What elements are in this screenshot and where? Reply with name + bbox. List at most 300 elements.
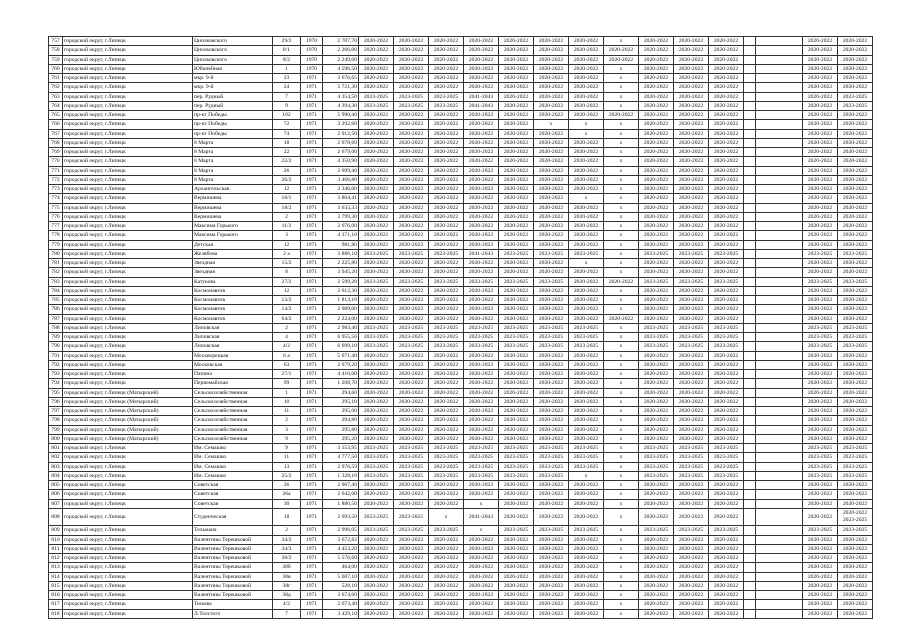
table-cell: 64/2 xyxy=(273,314,301,323)
table-cell: 1971 xyxy=(301,434,323,443)
table-cell: 2020-2022 xyxy=(499,581,534,590)
table-cell: 981,80 xyxy=(323,240,359,249)
table-cell: x xyxy=(604,572,639,581)
table-cell: 2020-2022 xyxy=(464,148,499,157)
table-cell: 2020-2022 xyxy=(394,240,429,249)
table-cell: 2023-2025 xyxy=(464,323,499,332)
table-cell xyxy=(744,138,756,147)
table-cell: 2020-2022 xyxy=(359,185,394,194)
table-cell: 2020-2022 xyxy=(569,111,604,120)
table-cell: 1 813,10 xyxy=(323,296,359,305)
table-cell: городской округ, г.Липецк xyxy=(63,175,193,184)
table-cell: 2020-2022 xyxy=(709,591,744,600)
table-cell: 2020-2022 xyxy=(803,581,838,590)
table-cell: 2020-2022 xyxy=(803,138,838,147)
table-cell: 2020-2022 xyxy=(639,157,674,166)
table-cell xyxy=(756,407,803,416)
table-cell: 1971 xyxy=(301,111,323,120)
table-cell: 2020-2022 xyxy=(429,83,464,92)
table-cell: 3 466,80 xyxy=(323,175,359,184)
table-cell xyxy=(756,286,803,295)
table-cell: 2020-2022 xyxy=(359,166,394,175)
table-cell: 2020-2022 xyxy=(639,83,674,92)
table-row xyxy=(49,434,873,443)
table-cell: городской округ, г.Липецк (Матырский) xyxy=(63,407,193,416)
table-cell: 2020-2022 xyxy=(709,425,744,434)
table-cell: 2020-2022 xyxy=(534,175,569,184)
table-cell: Первомайская xyxy=(193,379,273,388)
table-cell: городской округ, г.Липецк xyxy=(63,148,193,157)
table-cell: 2020-2022 xyxy=(803,111,838,120)
table-cell: 2 а xyxy=(273,249,301,258)
table-row xyxy=(49,222,873,231)
table-cell: 2023-2025 xyxy=(569,249,604,258)
table-cell: 2020-2022 xyxy=(464,157,499,166)
table-cell: 2020-2022 xyxy=(464,55,499,64)
table-cell: 2020-2022 xyxy=(569,370,604,379)
table-cell: 1971 xyxy=(301,185,323,194)
table-cell xyxy=(744,129,756,138)
table-cell: 5 576,60 xyxy=(323,554,359,563)
table-cell: 782 xyxy=(49,268,63,277)
table-cell: 2 693,50 xyxy=(323,508,359,526)
table-cell: 2020-2022 xyxy=(838,203,873,212)
table-cell: 2023-2025 xyxy=(429,471,464,480)
table-cell: 2020-2022 xyxy=(569,240,604,249)
table-cell: 789 xyxy=(49,333,63,342)
table-cell: 2020-2022 xyxy=(534,434,569,443)
table-cell: 2020-2022 xyxy=(534,83,569,92)
table-cell xyxy=(756,175,803,184)
table-row xyxy=(49,425,873,434)
table-cell: 1971 xyxy=(301,101,323,110)
table-cell: 2020-2022 xyxy=(569,397,604,406)
table-cell: 1971 xyxy=(301,342,323,351)
table-cell: 2020-2022 xyxy=(709,314,744,323)
table-cell: 2023-2025 xyxy=(359,277,394,286)
table-cell: 2020-2022 xyxy=(394,490,429,499)
table-cell: x xyxy=(604,83,639,92)
table-cell: 2020-2022 xyxy=(569,203,604,212)
table-cell: x xyxy=(604,185,639,194)
table-cell: 27/1 xyxy=(273,370,301,379)
table-cell: 2020-2022 xyxy=(639,434,674,443)
table-cell: 2020-2022 xyxy=(709,286,744,295)
table-cell: 1971 xyxy=(301,416,323,425)
table-cell: 2020-2022 xyxy=(359,535,394,544)
table-cell: 2020-2022 xyxy=(709,305,744,314)
table-cell: городской округ, г.Липецк xyxy=(63,323,193,332)
table-cell: 7 xyxy=(273,92,301,101)
table-cell: 2020-2022 xyxy=(499,212,534,221)
table-cell xyxy=(744,572,756,581)
table-cell: 797 xyxy=(49,407,63,416)
table-cell: 2020-2022 xyxy=(838,554,873,563)
table-cell xyxy=(756,129,803,138)
table-cell: Липовская xyxy=(193,333,273,342)
table-cell: 2041-2043 xyxy=(464,249,499,258)
table-cell: x xyxy=(604,268,639,277)
table-cell: 1971 xyxy=(301,572,323,581)
table-cell: 2020-2022 xyxy=(394,581,429,590)
table-cell: 2023-2025 xyxy=(534,462,569,471)
table-cell: 2020-2022 xyxy=(499,111,534,120)
table-cell: 2020-2022 xyxy=(803,563,838,572)
table-cell: городской округ, г.Липецк xyxy=(63,286,193,295)
table-cell: 2020-2022 xyxy=(709,101,744,110)
table-cell: 2020-2022 xyxy=(499,499,534,508)
table-cell: 2020-2022 xyxy=(394,222,429,231)
housing-repair-schedule-table xyxy=(48,36,873,619)
table-cell: мкр. 9-й xyxy=(193,83,273,92)
table-cell: x xyxy=(604,471,639,480)
table-cell: 784 xyxy=(49,286,63,295)
table-row xyxy=(49,101,873,110)
table-cell: 2020-2022 xyxy=(838,240,873,249)
table-row xyxy=(49,535,873,544)
table-cell: городской округ, г.Липецк xyxy=(63,453,193,462)
table-cell: 2020-2022 xyxy=(534,286,569,295)
table-cell: 2020-2022 xyxy=(429,240,464,249)
table-cell: 2020-2022 xyxy=(674,120,709,129)
table-cell: 2020-2022 xyxy=(709,499,744,508)
table-cell: 2020-2022 xyxy=(709,138,744,147)
table-cell xyxy=(744,37,756,46)
table-cell: x xyxy=(429,508,464,526)
table-cell: 2020-2022 xyxy=(499,351,534,360)
table-cell: 2020-2022 xyxy=(674,46,709,55)
table-row xyxy=(49,563,873,572)
table-row xyxy=(49,175,873,184)
table-cell: x xyxy=(604,609,639,618)
table-cell: 2023-2025 xyxy=(359,508,394,526)
table-cell: 2 983,40 xyxy=(323,323,359,332)
table-cell: Космонавтов xyxy=(193,305,273,314)
table-cell: 1971 xyxy=(301,481,323,490)
table-cell: 2020-2022 xyxy=(569,407,604,416)
table-cell: x xyxy=(569,259,604,268)
table-row xyxy=(49,166,873,175)
table-body xyxy=(49,37,873,619)
table-cell: 2020-2022 xyxy=(429,397,464,406)
table-cell: 2020-2022 xyxy=(394,194,429,203)
table-cell: x xyxy=(604,74,639,83)
table-cell: 2020-2022 xyxy=(534,563,569,572)
table-cell: 2020-2022 xyxy=(499,166,534,175)
table-cell: 2020-2022 xyxy=(674,222,709,231)
table-cell: 2020-2022 xyxy=(838,388,873,397)
table-cell: 2020-2022 xyxy=(359,74,394,83)
table-cell: 22 xyxy=(273,148,301,157)
table-cell: 2023-2025 xyxy=(464,453,499,462)
table-row xyxy=(49,240,873,249)
table-cell: x xyxy=(604,101,639,110)
table-cell: 2020-2022 xyxy=(534,535,569,544)
table-cell: 12 xyxy=(273,286,301,295)
table-cell: 2020-2022 xyxy=(359,231,394,240)
table-row xyxy=(49,526,873,535)
table-cell: 2020-2022 xyxy=(394,425,429,434)
table-cell: x xyxy=(604,240,639,249)
table-cell: 777 xyxy=(49,222,63,231)
table-cell: 2020-2022 xyxy=(838,111,873,120)
table-cell xyxy=(744,277,756,286)
table-cell: 2020-2022 xyxy=(394,397,429,406)
table-cell: 2020-2022 xyxy=(359,499,394,508)
table-cell: 793 xyxy=(49,370,63,379)
table-cell: 2023-2025 xyxy=(464,471,499,480)
table-cell: 2020-2022 xyxy=(803,379,838,388)
table-cell: городской округ, г.Липецк (Матырский) xyxy=(63,416,193,425)
table-cell: 2020-2022 xyxy=(464,240,499,249)
table-cell: Циолковского xyxy=(193,46,273,55)
table-cell: 2020-2022 xyxy=(359,240,394,249)
table-cell: городской округ, г.Липецк xyxy=(63,259,193,268)
table-cell: 2020-2022 xyxy=(394,138,429,147)
table-cell: 4 596,50 xyxy=(323,64,359,73)
table-cell: 2023-2025 xyxy=(534,333,569,342)
table-row xyxy=(49,148,873,157)
table-row xyxy=(49,397,873,406)
table-cell: 2020-2022 xyxy=(464,481,499,490)
table-cell: 1971 xyxy=(301,74,323,83)
table-cell: 2020-2022 xyxy=(464,407,499,416)
table-cell: Тельмана xyxy=(193,526,273,535)
table-cell: 2020-2022 xyxy=(709,434,744,443)
table-cell: 794 xyxy=(49,379,63,388)
table-cell: 2023-2025 xyxy=(464,342,499,351)
table-cell: 2020-2022 xyxy=(359,314,394,323)
table-cell: 2020-2022 xyxy=(499,397,534,406)
table-cell xyxy=(756,37,803,46)
table-cell: 2020-2022 xyxy=(674,92,709,101)
table-cell: 2020-2022 xyxy=(394,37,429,46)
table-cell: 763 xyxy=(49,92,63,101)
table-cell: 2020-2022 xyxy=(394,203,429,212)
table-cell: 2020-2022 xyxy=(464,194,499,203)
table-cell: 2020-2022 xyxy=(359,83,394,92)
table-cell: 2023-2025 xyxy=(429,277,464,286)
table-cell: 2020-2022 xyxy=(674,74,709,83)
table-cell: 2020-2022 xyxy=(359,425,394,434)
table-cell xyxy=(744,64,756,73)
table-cell: 2020-2022 xyxy=(838,314,873,323)
table-cell: 2020-2022 xyxy=(639,203,674,212)
table-cell: 2020-2022 xyxy=(709,388,744,397)
table-cell: 2020-2022 xyxy=(534,64,569,73)
table-cell: 2023-2025 xyxy=(803,444,838,453)
document-page xyxy=(48,36,868,619)
table-cell: 2020-2022 xyxy=(534,231,569,240)
table-cell: 2020-2022 xyxy=(359,434,394,443)
table-cell: 4 354,50 xyxy=(323,92,359,101)
table-cell: 2020-2022 xyxy=(838,138,873,147)
table-cell: Липовская xyxy=(193,323,273,332)
table-cell xyxy=(744,462,756,471)
table-cell: 2020-2022 xyxy=(674,240,709,249)
table-cell: 2023-2025 xyxy=(569,462,604,471)
table-cell: 2020-2022 xyxy=(534,499,569,508)
table-cell: Сельскохозяйственная xyxy=(193,388,273,397)
table-cell: 2020-2022 xyxy=(803,83,838,92)
table-cell: 2020-2022 xyxy=(709,370,744,379)
table-cell: 2020-2022 xyxy=(803,388,838,397)
table-cell: 1971 xyxy=(301,600,323,609)
table-cell: 2023-2025 xyxy=(838,462,873,471)
table-cell: x xyxy=(604,286,639,295)
table-cell: 38/2 xyxy=(273,554,301,563)
table-cell: 2020-2022 xyxy=(464,166,499,175)
table-cell: 3 429,10 xyxy=(323,609,359,618)
table-cell: x xyxy=(604,388,639,397)
table-cell xyxy=(756,222,803,231)
table-cell xyxy=(756,166,803,175)
table-cell: 2023-2025 xyxy=(838,526,873,535)
table-cell: 2020-2022 xyxy=(394,231,429,240)
table-cell: 2023-2025 xyxy=(499,249,534,258)
table-cell: 2020-2022 xyxy=(639,591,674,600)
table-cell: 813 xyxy=(49,563,63,572)
table-row xyxy=(49,581,873,590)
table-cell: x xyxy=(604,444,639,453)
table-cell: 2020-2022 xyxy=(534,481,569,490)
table-cell: x xyxy=(604,222,639,231)
table-cell: 2020-2022 xyxy=(429,379,464,388)
table-cell: 1971 xyxy=(301,554,323,563)
table-cell: 9 xyxy=(273,434,301,443)
table-cell: 2020-2022 xyxy=(429,609,464,618)
table-cell: 2020-2022 xyxy=(709,212,744,221)
table-cell: 2020-2022 xyxy=(803,240,838,249)
table-cell: 2023-2025 xyxy=(499,471,534,480)
table-cell: городской округ, г.Липецк xyxy=(63,462,193,471)
table-cell: x xyxy=(604,554,639,563)
table-cell: 2020-2022 xyxy=(674,268,709,277)
table-cell: 2041-2043 xyxy=(464,508,499,526)
table-cell: 2020-2022 xyxy=(359,212,394,221)
table-cell: 2020-2022 xyxy=(604,111,639,120)
table-cell: 818 xyxy=(49,609,63,618)
table-cell: городской округ, г.Липецк xyxy=(63,46,193,55)
table-cell: 4 371,10 xyxy=(323,231,359,240)
table-cell xyxy=(744,490,756,499)
table-cell xyxy=(756,444,803,453)
table-cell: x xyxy=(604,591,639,600)
table-cell: 2020-2022 xyxy=(838,563,873,572)
table-row xyxy=(49,333,873,342)
table-cell: 295,20 xyxy=(323,434,359,443)
table-cell: 814 xyxy=(49,572,63,581)
table-cell: Советская xyxy=(193,499,273,508)
table-row xyxy=(49,129,873,138)
table-cell: 2023-2025 xyxy=(674,333,709,342)
table-cell: 2020-2022 xyxy=(499,231,534,240)
table-cell: Катукова xyxy=(193,277,273,286)
table-cell: 2020-2022 xyxy=(534,212,569,221)
table-cell: 3 346,00 xyxy=(323,185,359,194)
table-row xyxy=(49,296,873,305)
table-cell: 2020-2022 xyxy=(429,148,464,157)
table-cell: 2020-2022 xyxy=(709,407,744,416)
table-cell: 804 xyxy=(49,471,63,480)
table-cell: 5 607,10 xyxy=(323,572,359,581)
table-cell: 2 224,00 xyxy=(323,314,359,323)
table-cell: 1971 xyxy=(301,453,323,462)
table-cell: 2020-2022 xyxy=(569,563,604,572)
table-cell: 2020-2022 xyxy=(534,222,569,231)
table-cell: 812 xyxy=(49,554,63,563)
table-cell: 2041-2043 xyxy=(464,101,499,110)
table-cell: 2020-2022 xyxy=(674,388,709,397)
table-cell: 2020-2022 xyxy=(674,185,709,194)
table-cell: 2020-2022 xyxy=(709,231,744,240)
table-cell: 781 xyxy=(49,259,63,268)
table-cell xyxy=(744,111,756,120)
table-cell xyxy=(744,591,756,600)
table-cell: 2020-2022 xyxy=(803,194,838,203)
table-cell: 2020-2022 xyxy=(464,563,499,572)
table-cell: 2020-2022 xyxy=(429,212,464,221)
table-cell: 2020-2022 xyxy=(674,544,709,553)
table-cell: 803 xyxy=(49,462,63,471)
table-cell: 1971 xyxy=(301,240,323,249)
table-cell: 38б xyxy=(273,563,301,572)
table-cell: городской округ, г.Липецк xyxy=(63,138,193,147)
table-cell: 2023-2025 xyxy=(534,249,569,258)
table-cell: 2023-2025 xyxy=(534,526,569,535)
table-cell: 2020-2022 xyxy=(534,194,569,203)
table-cell: 2023-2025 xyxy=(394,342,429,351)
table-cell: 2020-2022 xyxy=(709,83,744,92)
table-cell: 1971 xyxy=(301,286,323,295)
table-cell: 2020-2022 xyxy=(674,175,709,184)
table-cell: 2020-2022 xyxy=(464,74,499,83)
table-row xyxy=(49,259,873,268)
table-cell: городской округ, г.Липецк xyxy=(63,351,193,360)
table-cell: городской округ, г.Липецк xyxy=(63,185,193,194)
table-cell xyxy=(756,434,803,443)
table-cell: 2020-2022 xyxy=(429,416,464,425)
table-cell: x xyxy=(604,360,639,369)
table-cell: x xyxy=(604,434,639,443)
table-cell: 2 xyxy=(273,526,301,535)
table-cell: 806 xyxy=(49,490,63,499)
table-cell: 2020-2022 xyxy=(429,490,464,499)
table-cell: 2020-2022 xyxy=(534,111,569,120)
table-cell xyxy=(744,360,756,369)
table-cell: 2020-2022 xyxy=(838,212,873,221)
table-cell: городской округ, г.Липецк xyxy=(63,222,193,231)
table-cell: 1971 xyxy=(301,305,323,314)
table-cell: 2023-2025 xyxy=(674,453,709,462)
table-cell: 2023-2025 xyxy=(394,323,429,332)
table-cell: 798 xyxy=(49,416,63,425)
table-cell: 2020-2022 xyxy=(429,314,464,323)
table-cell: 2020-2022 xyxy=(359,259,394,268)
table-cell: x xyxy=(604,148,639,157)
table-cell: 2020-2022 xyxy=(569,508,604,526)
table-cell: x xyxy=(604,194,639,203)
table-cell: 2023-2025 xyxy=(359,249,394,258)
table-cell: 102 xyxy=(273,111,301,120)
table-cell xyxy=(756,111,803,120)
table-cell: 2023-2025 xyxy=(359,333,394,342)
table-cell: 2020-2022 xyxy=(464,175,499,184)
table-cell: городской округ, г.Липецк xyxy=(63,572,193,581)
table-cell: 2023-2025 xyxy=(534,471,569,480)
table-cell: 785 xyxy=(49,296,63,305)
table-cell: 6 955,56 xyxy=(323,333,359,342)
